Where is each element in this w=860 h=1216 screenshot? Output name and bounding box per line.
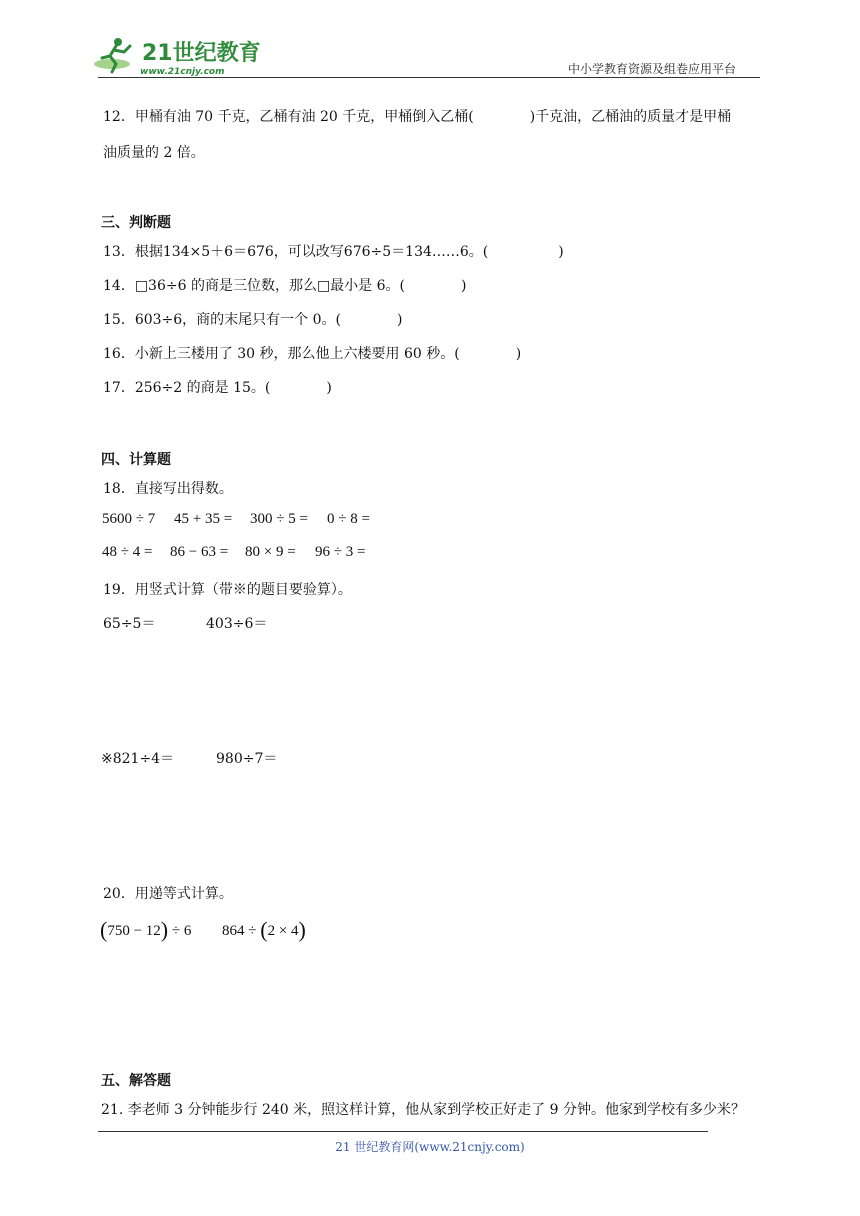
q18-r1-c2: 45 + 35 = xyxy=(174,511,233,527)
logo-url: www.21cnjy.com xyxy=(140,67,225,77)
logo-text: 21世纪教育 xyxy=(142,41,261,66)
q18-r2-c3: 80 × 9 = xyxy=(245,544,296,560)
q19-r1-c2: 403÷6＝ xyxy=(206,616,268,632)
q16: 16．小新上三楼用了 30 秒，那么他上六楼要用 60 秒。( ) xyxy=(103,346,522,362)
section4-title: 四、计算题 xyxy=(101,452,171,468)
q18-r2-c2: 86 − 63 = xyxy=(170,544,229,560)
header-platform-text: 中小学教育资源及组卷应用平台 xyxy=(568,62,737,76)
q18-r2-c4: 96 ÷ 3 = xyxy=(315,544,366,560)
q12-line1: 12．甲桶有油 70 千克，乙桶有油 20 千克，甲桶倒入乙桶( )千克油，乙桶油的质量才是甲桶 xyxy=(103,109,732,125)
q18-r2-c1: 48 ÷ 4 = xyxy=(102,544,153,560)
section5-title: 五、解答题 xyxy=(101,1073,171,1089)
q13: 13．根据134×5＋6＝676，可以改写676÷5＝134……6。( ) xyxy=(103,244,564,260)
section3-title: 三、判断题 xyxy=(101,215,171,231)
q18-title: 18．直接写出得数。 xyxy=(103,481,233,497)
header-divider xyxy=(98,77,760,78)
q14: 14．□36÷6 的商是三位数，那么□最小是 6。( ) xyxy=(103,278,467,294)
q18-r1-c1: 5600 ÷ 7 xyxy=(102,511,156,527)
q18-r1-c3: 300 ÷ 5 = xyxy=(250,511,308,527)
q20-expr1: (750 − 12) ÷ 6 xyxy=(100,917,192,942)
site-logo xyxy=(92,34,262,80)
q19-r2-c1: ※821÷4＝ xyxy=(101,751,175,767)
q15: 15．603÷6，商的末尾只有一个 0。( ) xyxy=(103,312,403,328)
q18-r1-c4: 0 ÷ 8 = xyxy=(327,511,370,527)
q19-r1-c1: 65÷5＝ xyxy=(103,616,156,632)
logo-runner-icon xyxy=(92,34,262,80)
q19-r2-c2: 980÷7＝ xyxy=(216,751,278,767)
q12-line2: 油质量的 2 倍。 xyxy=(103,145,205,161)
q17: 17．256÷2 的商是 15。( ) xyxy=(103,380,332,396)
q20-expr2: 864 ÷ (2 × 4) xyxy=(222,917,306,942)
q20-title: 20．用递等式计算。 xyxy=(103,886,233,902)
q21: 21. 李老师 3 分钟能步行 240 米，照这样计算，他从家到学校正好走了 9 分钟。他家到学校有多少米？ xyxy=(101,1102,745,1118)
q19-title: 19．用竖式计算（带※的题目要验算）。 xyxy=(103,582,352,598)
footer-divider xyxy=(98,1131,708,1132)
footer-link[interactable]: 21 世纪教育网(www.21cnjy.com) xyxy=(335,1140,525,1154)
